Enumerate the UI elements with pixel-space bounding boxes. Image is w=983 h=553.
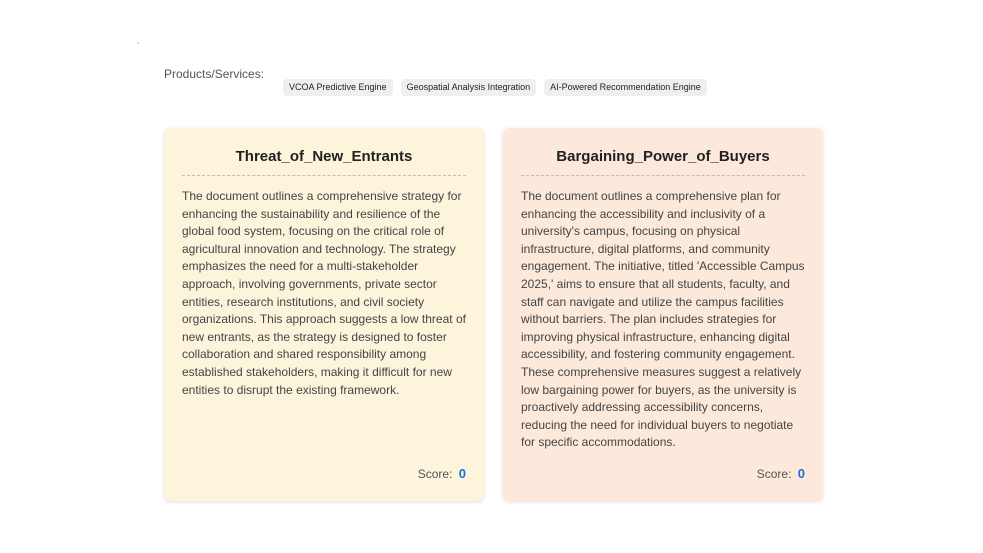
products-services-label: Products/Services: bbox=[164, 67, 265, 81]
score-label: Score: bbox=[417, 467, 453, 481]
product-tag-list bbox=[283, 79, 707, 96]
score bbox=[418, 466, 466, 481]
card-divider bbox=[182, 175, 466, 176]
score-label: Score: bbox=[756, 467, 792, 481]
score-value: 0 bbox=[458, 466, 466, 481]
product-tag: Geospatial Analysis Integration bbox=[401, 79, 537, 96]
score bbox=[757, 466, 805, 481]
card-title: Bargaining_Power_of_Buyers bbox=[556, 148, 770, 165]
card-title: Threat_of_New_Entrants bbox=[235, 148, 413, 165]
product-tag: VCOA Predictive Engine bbox=[283, 79, 393, 96]
score-value: 0 bbox=[797, 466, 805, 481]
decorative-dot bbox=[137, 42, 139, 44]
bargaining-power-of-buyers-card bbox=[503, 128, 823, 501]
card-divider bbox=[521, 175, 805, 176]
threat-of-new-entrants-card bbox=[164, 128, 484, 501]
card-description: The document outlines a comprehensive plan for enhancing the accessibility and inclusivity of a university's campus, focusing on physical infrastructure, digital platforms, and community engagement. The initiative, titled 'Accessible Campus 2025,' aims to ensure that all students, faculty, and staff can navigate and utilize the campus facilities without barriers. The plan includes strategies for improving physical infrastructure, enhancing digital accessibility, and fostering community engagement. These comprehensive measures suggest a relatively low bargaining power for buyers, as the university is proactively addressing accessibility concerns, reducing the need for individual buyers to negotiate for specific accommodations. bbox=[521, 189, 805, 450]
product-tag: AI-Powered Recommendation Engine bbox=[544, 79, 707, 96]
card-description: The document outlines a comprehensive strategy for enhancing the sustainability and resilience of the global food system, focusing on the critical role of agricultural innovation and technology. The strategy emphasizes the need for a multi-stakeholder approach, involving governments, private sector entities, research institutions, and civil society organizations. This approach suggests a low threat of new entrants, as the strategy is designed to foster collaboration and shared responsibility among established stakeholders, making it difficult for new entities to disrupt the existing framework. bbox=[182, 189, 466, 397]
